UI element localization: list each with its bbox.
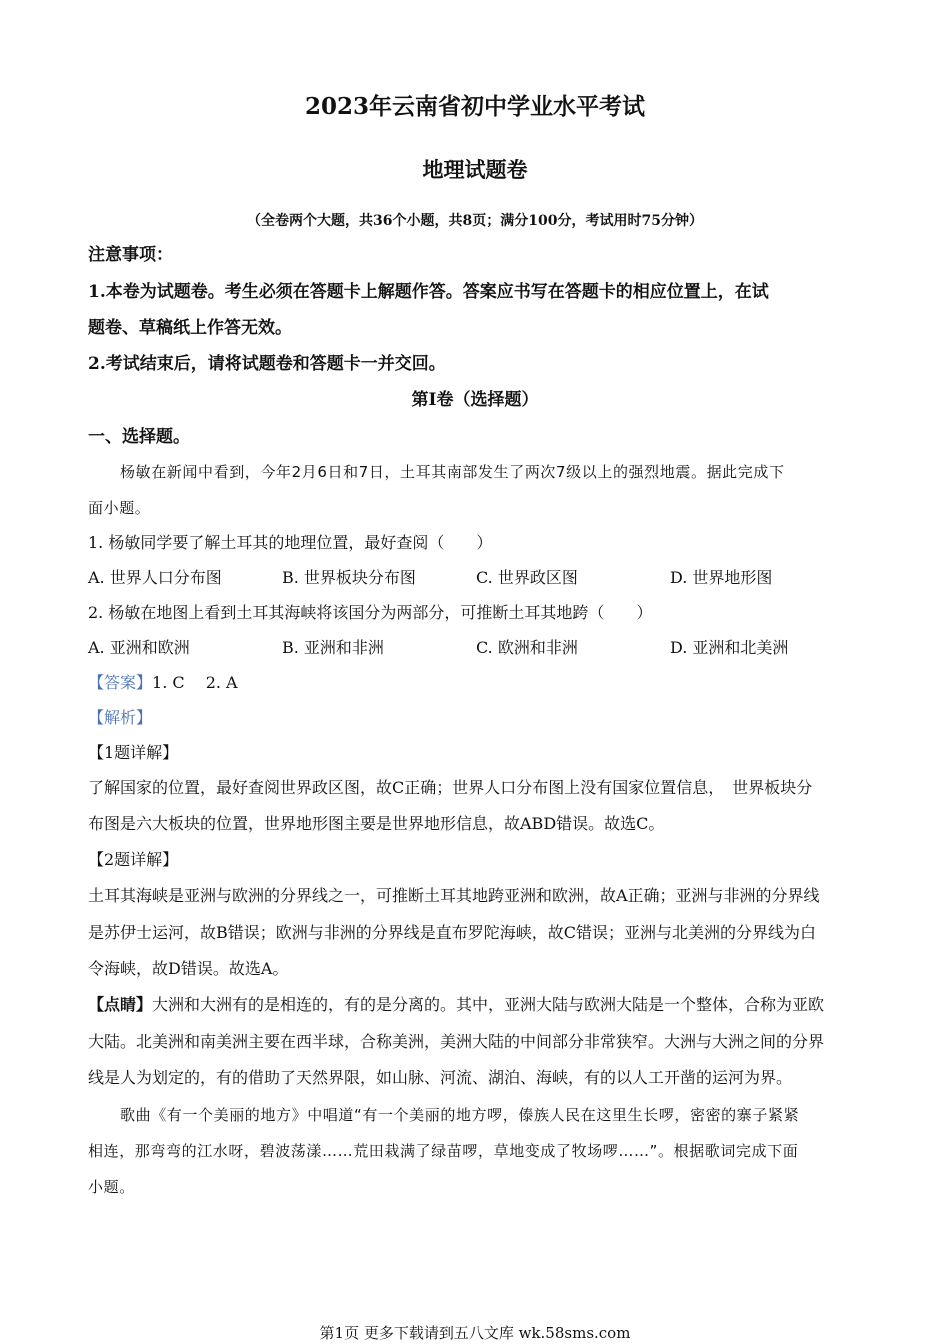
detail-2-label: 【2题详解】 bbox=[88, 850, 179, 869]
question-1-option-c: C. 世界政区图 bbox=[476, 568, 578, 587]
notice-item-2: 2.考试结束后，请将试题卷和答题卡一并交回。 bbox=[88, 354, 446, 374]
question-1-option-b: B. 世界板块分布图 bbox=[282, 568, 416, 587]
question-1-option-d: D. 世界地形图 bbox=[670, 568, 773, 587]
page-subtitle: 地理试题卷 bbox=[422, 157, 528, 182]
intro-2-line-3: 小题。 bbox=[88, 1178, 135, 1196]
question-1-stem: 1. 杨敏同学要了解土耳其的地理位置，最好查阅（ ） bbox=[88, 533, 493, 552]
notice-item-1-cont: 题卷、草稿纸上作答无效。 bbox=[88, 318, 292, 338]
answer-text: 1. C 2. A bbox=[152, 673, 238, 692]
detail-2-line-2: 是苏伊士运河，故B错误；欧洲与非洲的分界线是直布罗陀海峡，故C错误；亚洲与北美洲的分界线为白 bbox=[88, 923, 817, 942]
question-2-option-a: A. 亚洲和欧洲 bbox=[88, 638, 190, 657]
intro-2-line-1: 歌曲《有一个美丽的地方》中唱道“有一个美丽的地方啰，傣族人民在这里生长啰，密密的寨子紧紧 bbox=[120, 1106, 800, 1124]
question-1-options bbox=[88, 567, 862, 589]
question-1-option-a: A. 世界人口分布图 bbox=[88, 568, 222, 587]
question-2-stem: 2. 杨敏在地图上看到土耳其海峡将该国分为两部分，可推断土耳其地跨（ ） bbox=[88, 603, 653, 622]
page-footer: 第1页 更多下载请到五八文库 wk.58sms.com bbox=[319, 1324, 631, 1342]
tip-text: 大洲和大洲有的是相连的，有的是分离的。其中，亚洲大陆与欧洲大陆是一个整体，合称为亚欧 bbox=[152, 995, 825, 1014]
question-2-option-b: B. 亚洲和非洲 bbox=[282, 638, 384, 657]
question-2-option-c: C. 欧洲和非洲 bbox=[476, 638, 578, 657]
detail-1-line-1: 了解国家的位置，最好查阅世界政区图，故C正确；世界人口分布图上没有国家位置信息， 世界板块分 bbox=[88, 778, 813, 797]
detail-1-line-2: 布图是六大板块的位置，世界地形图主要是世界地形信息，故ABD错误。故选C。 bbox=[88, 814, 665, 833]
question-2-option-d: D. 亚洲和北美洲 bbox=[670, 638, 789, 657]
notice-item-1: 1.本卷为试题卷。考生必须在答题卡上解题作答。答案应书写在答题卡的相应位置上，在试 bbox=[88, 282, 769, 302]
section-title: 第Ⅰ卷（选择题） bbox=[411, 390, 539, 410]
tip-line-1 bbox=[88, 994, 862, 1016]
part-title: 一、选择题。 bbox=[88, 427, 190, 447]
exam-info: （全卷两个大题，共36个小题，共8页；满分100分，考试用时75分钟） bbox=[247, 213, 703, 229]
tip-label: 【点睛】 bbox=[88, 995, 153, 1014]
intro-1-line-1: 杨敏在新闻中看到，今年2月6日和7日，土耳其南部发生了两次7级以上的强烈地震。据此完成下 bbox=[120, 463, 785, 481]
answer-label: 【答案】 bbox=[88, 673, 153, 692]
answer-line bbox=[88, 672, 862, 694]
tip-line-2: 大陆。北美洲和南美洲主要在西半球，合称美洲，美洲大陆的中间部分非常狭窄。大洲与大洲之间的分界 bbox=[88, 1032, 825, 1051]
intro-2-line-2: 相连，那弯弯的江水呀，碧波荡漾……荒田栽满了绿苗啰，草地变成了牧场啰……”。根据歌词完成下面 bbox=[88, 1142, 799, 1160]
analysis-label: 【解析】 bbox=[88, 708, 153, 727]
tip-line-3: 线是人为划定的，有的借助了天然界限，如山脉、河流、湖泊、海峡，有的以人工开凿的运河为界。 bbox=[88, 1068, 793, 1087]
detail-2-line-1: 土耳其海峡是亚洲与欧洲的分界线之一，可推断土耳其地跨亚洲和欧洲，故A正确；亚洲与非洲的分界线 bbox=[88, 886, 820, 905]
question-2-options bbox=[88, 637, 862, 659]
page-title: 2023年云南省初中学业水平考试 bbox=[304, 93, 645, 120]
intro-1-line-2: 面小题。 bbox=[88, 499, 151, 517]
detail-2-line-3: 令海峡，故D错误。故选A。 bbox=[88, 959, 289, 978]
detail-1-label: 【1题详解】 bbox=[88, 743, 179, 762]
notice-heading: 注意事项： bbox=[88, 245, 173, 265]
